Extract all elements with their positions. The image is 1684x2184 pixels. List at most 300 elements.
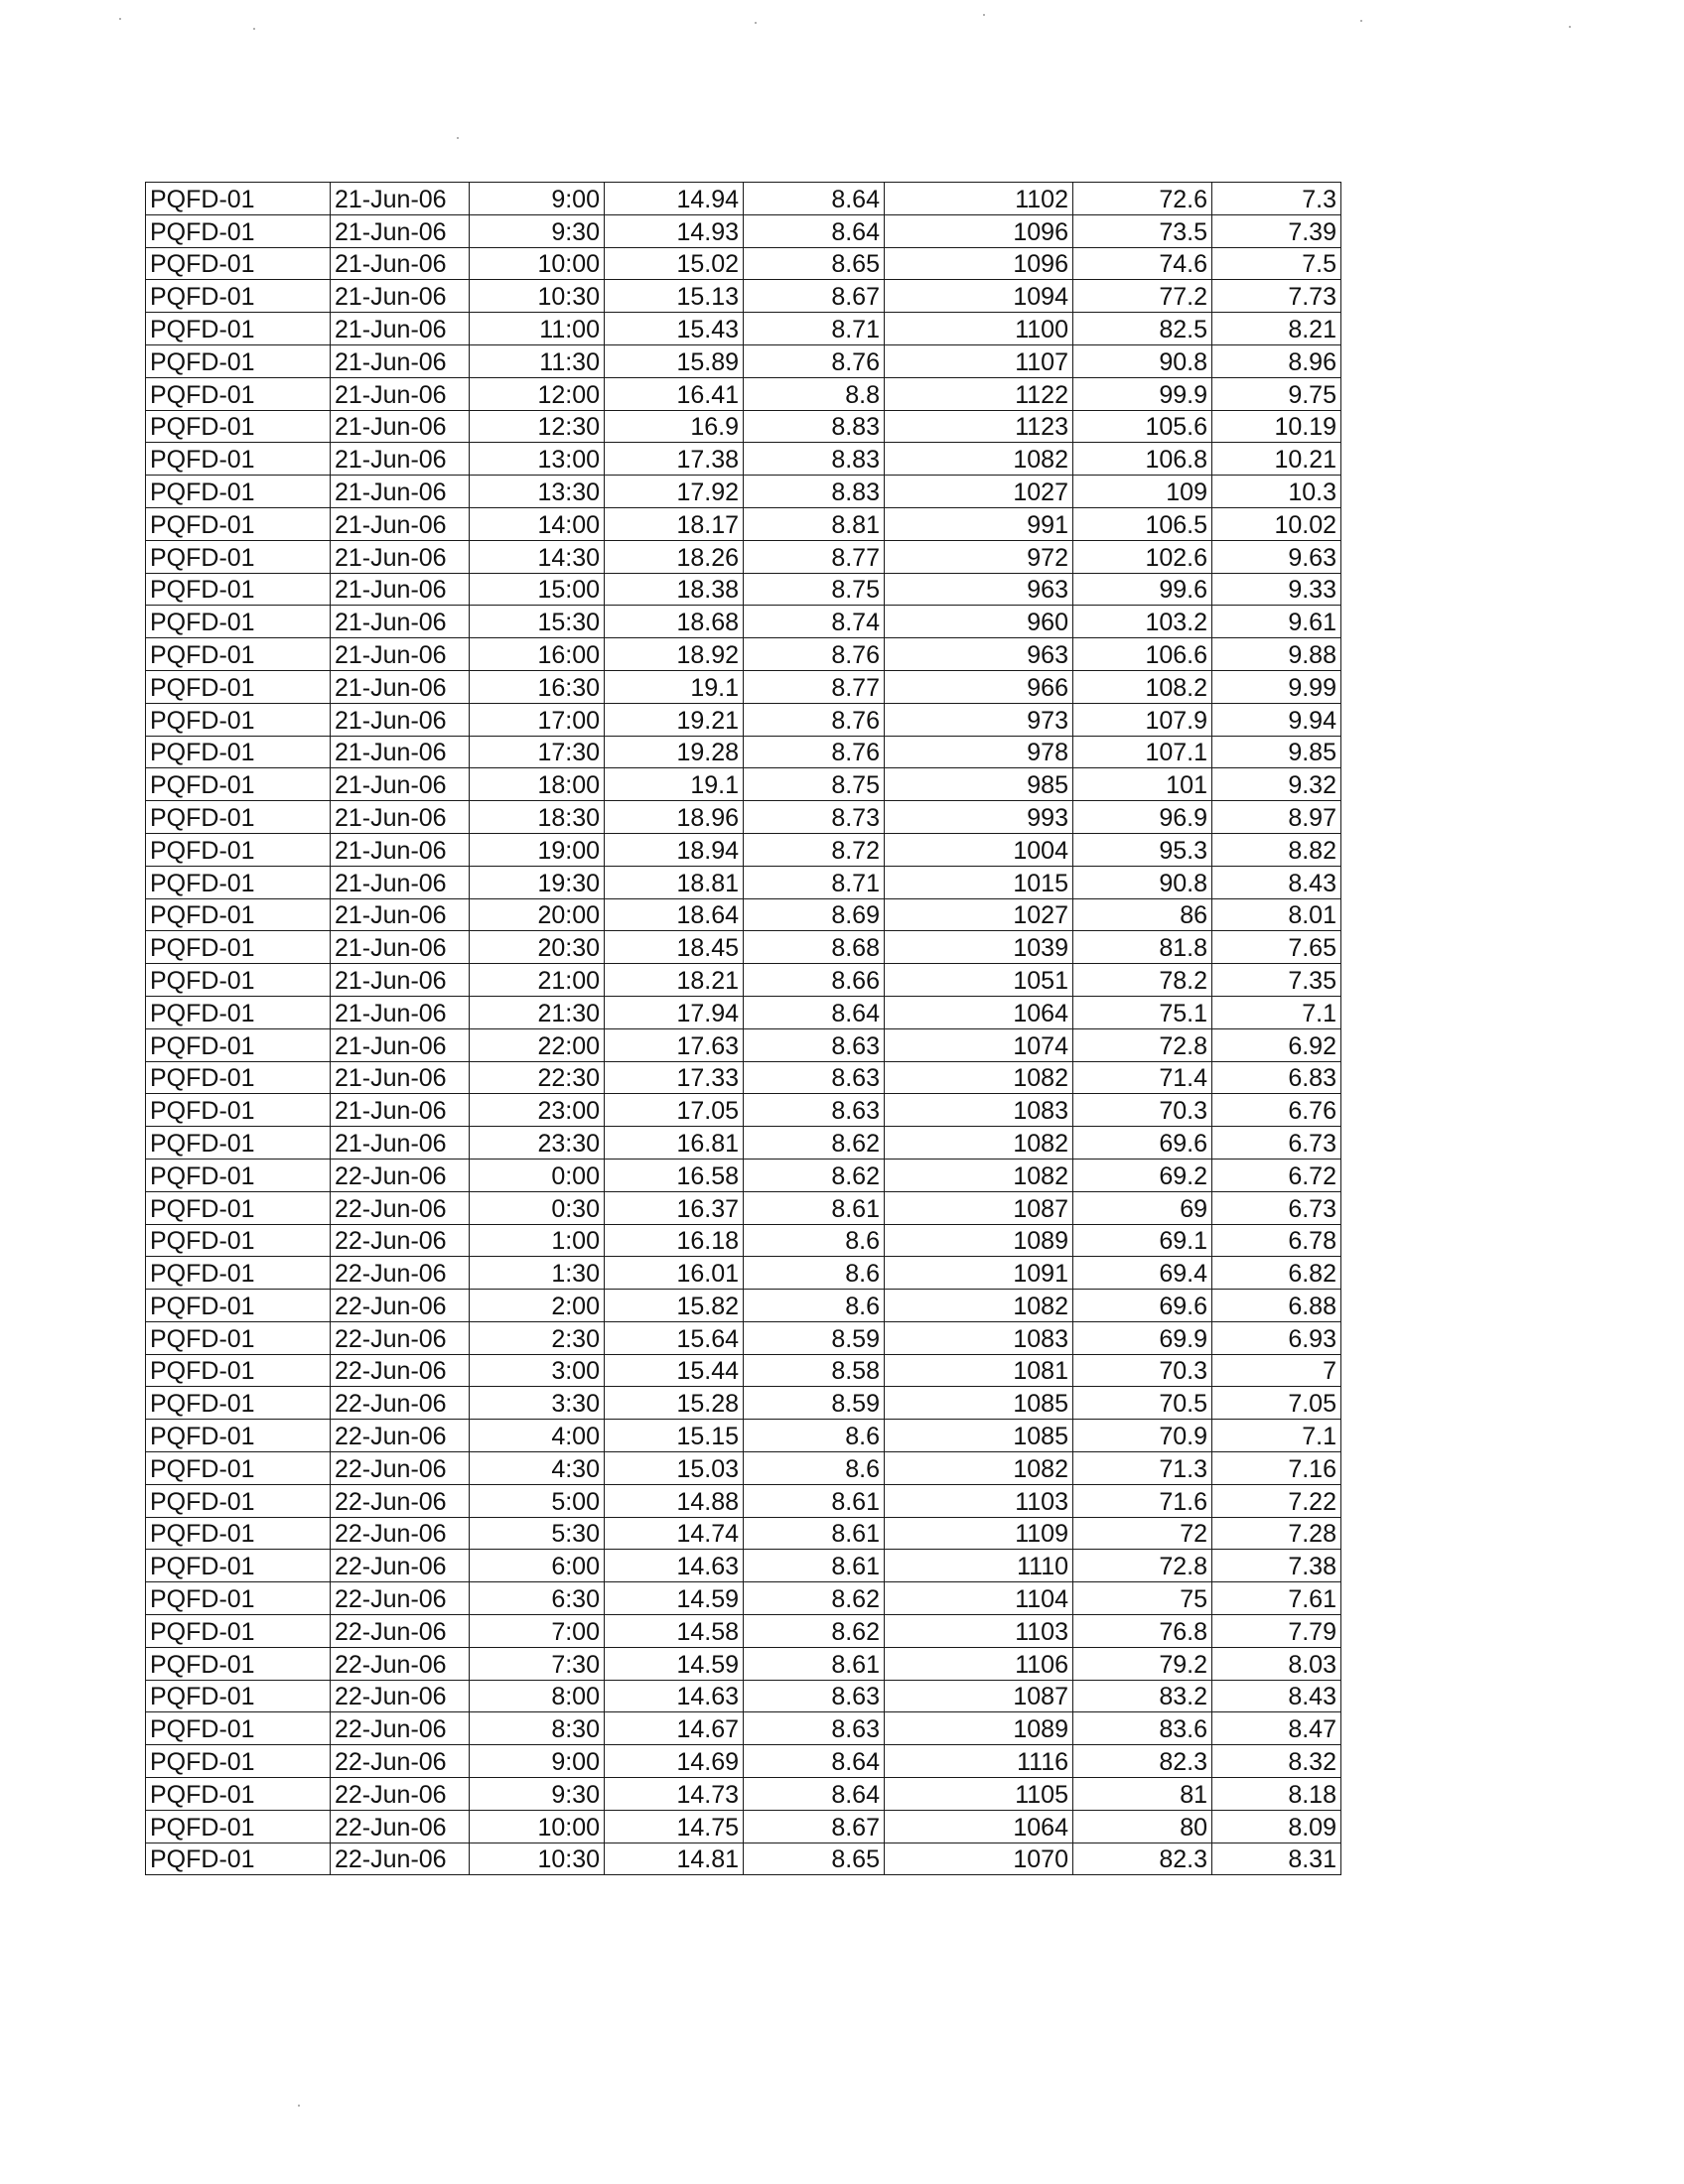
- value-5-cell: 10.19: [1212, 410, 1341, 443]
- station-id-cell: PQFD-01: [146, 1745, 331, 1778]
- date-cell: 22-Jun-06: [331, 1810, 470, 1843]
- value-3-cell: 1110: [885, 1550, 1073, 1582]
- table-row: [146, 443, 1341, 476]
- value-1-cell: 18.68: [605, 606, 744, 638]
- value-3-cell: 1103: [885, 1484, 1073, 1517]
- value-4-cell: 99.6: [1073, 573, 1212, 606]
- table-row: [146, 1387, 1341, 1420]
- table-row: [146, 1615, 1341, 1648]
- value-2-cell: 8.67: [744, 280, 885, 313]
- value-5-cell: 8.43: [1212, 866, 1341, 898]
- table-row: [146, 833, 1341, 866]
- date-cell: 21-Jun-06: [331, 638, 470, 671]
- value-4-cell: 72.6: [1073, 183, 1212, 215]
- value-4-cell: 70.3: [1073, 1094, 1212, 1127]
- time-cell: 9:00: [470, 183, 605, 215]
- date-cell: 21-Jun-06: [331, 606, 470, 638]
- station-id-cell: PQFD-01: [146, 1517, 331, 1550]
- station-id-cell: PQFD-01: [146, 670, 331, 703]
- value-3-cell: 1106: [885, 1647, 1073, 1680]
- value-4-cell: 102.6: [1073, 540, 1212, 573]
- table-row: [146, 280, 1341, 313]
- table-row: [146, 1159, 1341, 1191]
- table-row: [146, 1745, 1341, 1778]
- scan-speck: [983, 14, 985, 16]
- station-id-cell: PQFD-01: [146, 703, 331, 736]
- value-2-cell: 8.76: [744, 638, 885, 671]
- value-5-cell: 7.39: [1212, 214, 1341, 247]
- value-4-cell: 81.8: [1073, 931, 1212, 964]
- date-cell: 21-Jun-06: [331, 1028, 470, 1061]
- table-row: [146, 670, 1341, 703]
- value-5-cell: 9.85: [1212, 736, 1341, 768]
- time-cell: 19:30: [470, 866, 605, 898]
- table-row: [146, 996, 1341, 1028]
- time-cell: 8:00: [470, 1680, 605, 1712]
- time-cell: 15:30: [470, 606, 605, 638]
- time-cell: 0:00: [470, 1159, 605, 1191]
- value-4-cell: 69.1: [1073, 1224, 1212, 1257]
- value-2-cell: 8.59: [744, 1321, 885, 1354]
- time-cell: 22:30: [470, 1061, 605, 1094]
- date-cell: 21-Jun-06: [331, 313, 470, 345]
- value-3-cell: 1085: [885, 1420, 1073, 1452]
- value-4-cell: 82.3: [1073, 1745, 1212, 1778]
- value-4-cell: 106.5: [1073, 507, 1212, 540]
- station-id-cell: PQFD-01: [146, 1778, 331, 1811]
- station-id-cell: PQFD-01: [146, 1550, 331, 1582]
- table-row: [146, 540, 1341, 573]
- value-4-cell: 83.6: [1073, 1712, 1212, 1745]
- value-2-cell: 8.61: [744, 1647, 885, 1680]
- time-cell: 20:30: [470, 931, 605, 964]
- value-4-cell: 99.9: [1073, 377, 1212, 410]
- station-id-cell: PQFD-01: [146, 313, 331, 345]
- value-5-cell: 7.35: [1212, 964, 1341, 997]
- value-2-cell: 8.61: [744, 1484, 885, 1517]
- station-id-cell: PQFD-01: [146, 1257, 331, 1290]
- value-3-cell: 978: [885, 736, 1073, 768]
- date-cell: 22-Jun-06: [331, 1484, 470, 1517]
- value-2-cell: 8.64: [744, 996, 885, 1028]
- station-id-cell: PQFD-01: [146, 1712, 331, 1745]
- value-3-cell: 1096: [885, 247, 1073, 280]
- value-3-cell: 1039: [885, 931, 1073, 964]
- value-1-cell: 14.74: [605, 1517, 744, 1550]
- value-5-cell: 9.94: [1212, 703, 1341, 736]
- station-id-cell: PQFD-01: [146, 443, 331, 476]
- value-4-cell: 82.5: [1073, 313, 1212, 345]
- time-cell: 16:30: [470, 670, 605, 703]
- value-4-cell: 106.8: [1073, 443, 1212, 476]
- table-body: [146, 183, 1341, 1875]
- value-5-cell: 8.96: [1212, 344, 1341, 377]
- value-2-cell: 8.77: [744, 670, 885, 703]
- value-2-cell: 8.71: [744, 866, 885, 898]
- value-2-cell: 8.68: [744, 931, 885, 964]
- value-2-cell: 8.72: [744, 833, 885, 866]
- value-3-cell: 1116: [885, 1745, 1073, 1778]
- table-row: [146, 183, 1341, 215]
- table-row: [146, 1290, 1341, 1322]
- value-1-cell: 18.26: [605, 540, 744, 573]
- value-3-cell: 993: [885, 801, 1073, 834]
- station-id-cell: PQFD-01: [146, 768, 331, 801]
- table-row: [146, 1420, 1341, 1452]
- value-5-cell: 8.47: [1212, 1712, 1341, 1745]
- time-cell: 14:00: [470, 507, 605, 540]
- date-cell: 22-Jun-06: [331, 1290, 470, 1322]
- value-1-cell: 18.94: [605, 833, 744, 866]
- value-3-cell: 1082: [885, 1452, 1073, 1485]
- value-1-cell: 16.01: [605, 1257, 744, 1290]
- value-4-cell: 71.4: [1073, 1061, 1212, 1094]
- time-cell: 17:00: [470, 703, 605, 736]
- date-cell: 21-Jun-06: [331, 573, 470, 606]
- time-cell: 18:30: [470, 801, 605, 834]
- value-5-cell: 7.73: [1212, 280, 1341, 313]
- value-5-cell: 7.22: [1212, 1484, 1341, 1517]
- date-cell: 21-Jun-06: [331, 280, 470, 313]
- date-cell: 21-Jun-06: [331, 996, 470, 1028]
- value-1-cell: 14.63: [605, 1550, 744, 1582]
- table-row: [146, 1550, 1341, 1582]
- value-5-cell: 6.78: [1212, 1224, 1341, 1257]
- measurement-table: [145, 182, 1341, 1875]
- scan-speck: [1360, 20, 1362, 22]
- value-2-cell: 8.71: [744, 313, 885, 345]
- value-3-cell: 1082: [885, 443, 1073, 476]
- date-cell: 22-Jun-06: [331, 1354, 470, 1387]
- value-5-cell: 6.72: [1212, 1159, 1341, 1191]
- date-cell: 22-Jun-06: [331, 1745, 470, 1778]
- value-5-cell: 6.83: [1212, 1061, 1341, 1094]
- table-row: [146, 898, 1341, 931]
- date-cell: 21-Jun-06: [331, 540, 470, 573]
- value-5-cell: 7.1: [1212, 1420, 1341, 1452]
- value-1-cell: 16.9: [605, 410, 744, 443]
- station-id-cell: PQFD-01: [146, 964, 331, 997]
- date-cell: 22-Jun-06: [331, 1224, 470, 1257]
- value-5-cell: 7.65: [1212, 931, 1341, 964]
- time-cell: 10:30: [470, 280, 605, 313]
- value-4-cell: 73.5: [1073, 214, 1212, 247]
- time-cell: 13:00: [470, 443, 605, 476]
- value-5-cell: 6.82: [1212, 1257, 1341, 1290]
- time-cell: 5:00: [470, 1484, 605, 1517]
- date-cell: 21-Jun-06: [331, 183, 470, 215]
- date-cell: 21-Jun-06: [331, 377, 470, 410]
- date-cell: 22-Jun-06: [331, 1159, 470, 1191]
- value-1-cell: 15.03: [605, 1452, 744, 1485]
- time-cell: 9:00: [470, 1745, 605, 1778]
- value-1-cell: 15.15: [605, 1420, 744, 1452]
- value-3-cell: 1051: [885, 964, 1073, 997]
- date-cell: 22-Jun-06: [331, 1712, 470, 1745]
- value-3-cell: 1089: [885, 1712, 1073, 1745]
- value-3-cell: 1027: [885, 476, 1073, 508]
- value-5-cell: 8.01: [1212, 898, 1341, 931]
- station-id-cell: PQFD-01: [146, 1680, 331, 1712]
- value-4-cell: 82.3: [1073, 1843, 1212, 1875]
- value-4-cell: 69.4: [1073, 1257, 1212, 1290]
- value-3-cell: 1096: [885, 214, 1073, 247]
- value-3-cell: 963: [885, 638, 1073, 671]
- time-cell: 15:00: [470, 573, 605, 606]
- value-2-cell: 8.6: [744, 1224, 885, 1257]
- value-1-cell: 16.81: [605, 1127, 744, 1160]
- value-3-cell: 1082: [885, 1127, 1073, 1160]
- value-1-cell: 16.37: [605, 1191, 744, 1224]
- value-2-cell: 8.83: [744, 443, 885, 476]
- table-row: [146, 344, 1341, 377]
- value-1-cell: 14.63: [605, 1680, 744, 1712]
- station-id-cell: PQFD-01: [146, 377, 331, 410]
- value-4-cell: 70.9: [1073, 1420, 1212, 1452]
- value-2-cell: 8.63: [744, 1061, 885, 1094]
- value-5-cell: 8.43: [1212, 1680, 1341, 1712]
- time-cell: 2:00: [470, 1290, 605, 1322]
- value-3-cell: 1102: [885, 183, 1073, 215]
- value-3-cell: 985: [885, 768, 1073, 801]
- value-4-cell: 101: [1073, 768, 1212, 801]
- value-2-cell: 8.83: [744, 410, 885, 443]
- value-1-cell: 18.96: [605, 801, 744, 834]
- table-row: [146, 214, 1341, 247]
- time-cell: 2:30: [470, 1321, 605, 1354]
- station-id-cell: PQFD-01: [146, 1647, 331, 1680]
- table-row: [146, 1127, 1341, 1160]
- time-cell: 16:00: [470, 638, 605, 671]
- value-5-cell: 8.18: [1212, 1778, 1341, 1811]
- value-5-cell: 6.73: [1212, 1127, 1341, 1160]
- value-5-cell: 7.1: [1212, 996, 1341, 1028]
- value-1-cell: 16.41: [605, 377, 744, 410]
- value-3-cell: 1091: [885, 1257, 1073, 1290]
- date-cell: 21-Jun-06: [331, 866, 470, 898]
- value-3-cell: 1089: [885, 1224, 1073, 1257]
- value-1-cell: 18.64: [605, 898, 744, 931]
- date-cell: 21-Jun-06: [331, 344, 470, 377]
- table-row: [146, 247, 1341, 280]
- time-cell: 11:00: [470, 313, 605, 345]
- value-4-cell: 69.6: [1073, 1127, 1212, 1160]
- time-cell: 0:30: [470, 1191, 605, 1224]
- table-row: [146, 1517, 1341, 1550]
- value-5-cell: 7.16: [1212, 1452, 1341, 1485]
- time-cell: 23:00: [470, 1094, 605, 1127]
- date-cell: 21-Jun-06: [331, 1127, 470, 1160]
- value-2-cell: 8.62: [744, 1127, 885, 1160]
- value-2-cell: 8.62: [744, 1615, 885, 1648]
- station-id-cell: PQFD-01: [146, 214, 331, 247]
- value-1-cell: 18.21: [605, 964, 744, 997]
- date-cell: 22-Jun-06: [331, 1615, 470, 1648]
- value-4-cell: 79.2: [1073, 1647, 1212, 1680]
- value-3-cell: 1083: [885, 1321, 1073, 1354]
- value-2-cell: 8.6: [744, 1257, 885, 1290]
- value-4-cell: 90.8: [1073, 866, 1212, 898]
- value-1-cell: 15.02: [605, 247, 744, 280]
- value-1-cell: 15.64: [605, 1321, 744, 1354]
- time-cell: 9:30: [470, 214, 605, 247]
- date-cell: 22-Jun-06: [331, 1452, 470, 1485]
- value-2-cell: 8.61: [744, 1191, 885, 1224]
- time-cell: 1:00: [470, 1224, 605, 1257]
- value-1-cell: 19.1: [605, 768, 744, 801]
- time-cell: 4:30: [470, 1452, 605, 1485]
- station-id-cell: PQFD-01: [146, 1354, 331, 1387]
- value-1-cell: 17.05: [605, 1094, 744, 1127]
- value-2-cell: 8.58: [744, 1354, 885, 1387]
- value-5-cell: 6.88: [1212, 1290, 1341, 1322]
- value-4-cell: 69.2: [1073, 1159, 1212, 1191]
- station-id-cell: PQFD-01: [146, 1127, 331, 1160]
- date-cell: 22-Jun-06: [331, 1680, 470, 1712]
- value-1-cell: 19.21: [605, 703, 744, 736]
- value-2-cell: 8.63: [744, 1094, 885, 1127]
- value-3-cell: 1015: [885, 866, 1073, 898]
- value-3-cell: 1082: [885, 1159, 1073, 1191]
- table-row: [146, 573, 1341, 606]
- station-id-cell: PQFD-01: [146, 507, 331, 540]
- value-5-cell: 8.32: [1212, 1745, 1341, 1778]
- station-id-cell: PQFD-01: [146, 410, 331, 443]
- value-2-cell: 8.76: [744, 344, 885, 377]
- value-3-cell: 1087: [885, 1680, 1073, 1712]
- table-row: [146, 507, 1341, 540]
- value-3-cell: 960: [885, 606, 1073, 638]
- table-row: [146, 931, 1341, 964]
- value-5-cell: 7.38: [1212, 1550, 1341, 1582]
- date-cell: 22-Jun-06: [331, 1582, 470, 1615]
- value-4-cell: 103.2: [1073, 606, 1212, 638]
- value-5-cell: 7.05: [1212, 1387, 1341, 1420]
- time-cell: 20:00: [470, 898, 605, 931]
- table-row: [146, 410, 1341, 443]
- table-row: [146, 638, 1341, 671]
- date-cell: 21-Jun-06: [331, 736, 470, 768]
- date-cell: 22-Jun-06: [331, 1647, 470, 1680]
- value-2-cell: 8.6: [744, 1420, 885, 1452]
- value-4-cell: 96.9: [1073, 801, 1212, 834]
- value-2-cell: 8.83: [744, 476, 885, 508]
- value-4-cell: 69.9: [1073, 1321, 1212, 1354]
- value-2-cell: 8.63: [744, 1028, 885, 1061]
- table-row: [146, 1094, 1341, 1127]
- value-2-cell: 8.64: [744, 183, 885, 215]
- value-4-cell: 76.8: [1073, 1615, 1212, 1648]
- value-4-cell: 108.2: [1073, 670, 1212, 703]
- station-id-cell: PQFD-01: [146, 1061, 331, 1094]
- table-row: [146, 801, 1341, 834]
- time-cell: 10:00: [470, 1810, 605, 1843]
- value-1-cell: 14.81: [605, 1843, 744, 1875]
- value-5-cell: 9.99: [1212, 670, 1341, 703]
- table-row: [146, 964, 1341, 997]
- table-row: [146, 1810, 1341, 1843]
- value-5-cell: 9.75: [1212, 377, 1341, 410]
- station-id-cell: PQFD-01: [146, 247, 331, 280]
- value-3-cell: 1100: [885, 313, 1073, 345]
- table-row: [146, 866, 1341, 898]
- value-4-cell: 106.6: [1073, 638, 1212, 671]
- value-2-cell: 8.62: [744, 1159, 885, 1191]
- time-cell: 9:30: [470, 1778, 605, 1811]
- value-4-cell: 69: [1073, 1191, 1212, 1224]
- value-4-cell: 71.6: [1073, 1484, 1212, 1517]
- value-3-cell: 1122: [885, 377, 1073, 410]
- value-2-cell: 8.59: [744, 1387, 885, 1420]
- value-5-cell: 6.93: [1212, 1321, 1341, 1354]
- date-cell: 21-Jun-06: [331, 964, 470, 997]
- date-cell: 21-Jun-06: [331, 247, 470, 280]
- station-id-cell: PQFD-01: [146, 1387, 331, 1420]
- date-cell: 21-Jun-06: [331, 898, 470, 931]
- value-2-cell: 8.73: [744, 801, 885, 834]
- station-id-cell: PQFD-01: [146, 1452, 331, 1485]
- value-3-cell: 1070: [885, 1843, 1073, 1875]
- value-3-cell: 1123: [885, 410, 1073, 443]
- value-1-cell: 17.92: [605, 476, 744, 508]
- value-5-cell: 9.33: [1212, 573, 1341, 606]
- station-id-cell: PQFD-01: [146, 801, 331, 834]
- value-5-cell: 8.31: [1212, 1843, 1341, 1875]
- value-4-cell: 75: [1073, 1582, 1212, 1615]
- value-1-cell: 15.28: [605, 1387, 744, 1420]
- value-4-cell: 70.3: [1073, 1354, 1212, 1387]
- time-cell: 17:30: [470, 736, 605, 768]
- value-4-cell: 109: [1073, 476, 1212, 508]
- value-5-cell: 10.3: [1212, 476, 1341, 508]
- date-cell: 21-Jun-06: [331, 1061, 470, 1094]
- value-3-cell: 991: [885, 507, 1073, 540]
- value-5-cell: 7.5: [1212, 247, 1341, 280]
- value-1-cell: 15.13: [605, 280, 744, 313]
- table-row: [146, 1191, 1341, 1224]
- station-id-cell: PQFD-01: [146, 1321, 331, 1354]
- time-cell: 11:30: [470, 344, 605, 377]
- value-1-cell: 14.59: [605, 1647, 744, 1680]
- table-row: [146, 1778, 1341, 1811]
- time-cell: 10:30: [470, 1843, 605, 1875]
- table-row: [146, 1354, 1341, 1387]
- station-id-cell: PQFD-01: [146, 540, 331, 573]
- value-5-cell: 9.32: [1212, 768, 1341, 801]
- date-cell: 21-Jun-06: [331, 703, 470, 736]
- value-1-cell: 16.58: [605, 1159, 744, 1191]
- station-id-cell: PQFD-01: [146, 573, 331, 606]
- date-cell: 22-Jun-06: [331, 1843, 470, 1875]
- value-2-cell: 8.69: [744, 898, 885, 931]
- station-id-cell: PQFD-01: [146, 638, 331, 671]
- date-cell: 21-Jun-06: [331, 670, 470, 703]
- date-cell: 21-Jun-06: [331, 214, 470, 247]
- time-cell: 14:30: [470, 540, 605, 573]
- station-id-cell: PQFD-01: [146, 344, 331, 377]
- value-5-cell: 8.82: [1212, 833, 1341, 866]
- station-id-cell: PQFD-01: [146, 996, 331, 1028]
- value-2-cell: 8.81: [744, 507, 885, 540]
- time-cell: 3:00: [470, 1354, 605, 1387]
- value-2-cell: 8.67: [744, 1810, 885, 1843]
- value-1-cell: 14.67: [605, 1712, 744, 1745]
- station-id-cell: PQFD-01: [146, 931, 331, 964]
- station-id-cell: PQFD-01: [146, 833, 331, 866]
- value-5-cell: 7.61: [1212, 1582, 1341, 1615]
- value-1-cell: 14.59: [605, 1582, 744, 1615]
- table-row: [146, 606, 1341, 638]
